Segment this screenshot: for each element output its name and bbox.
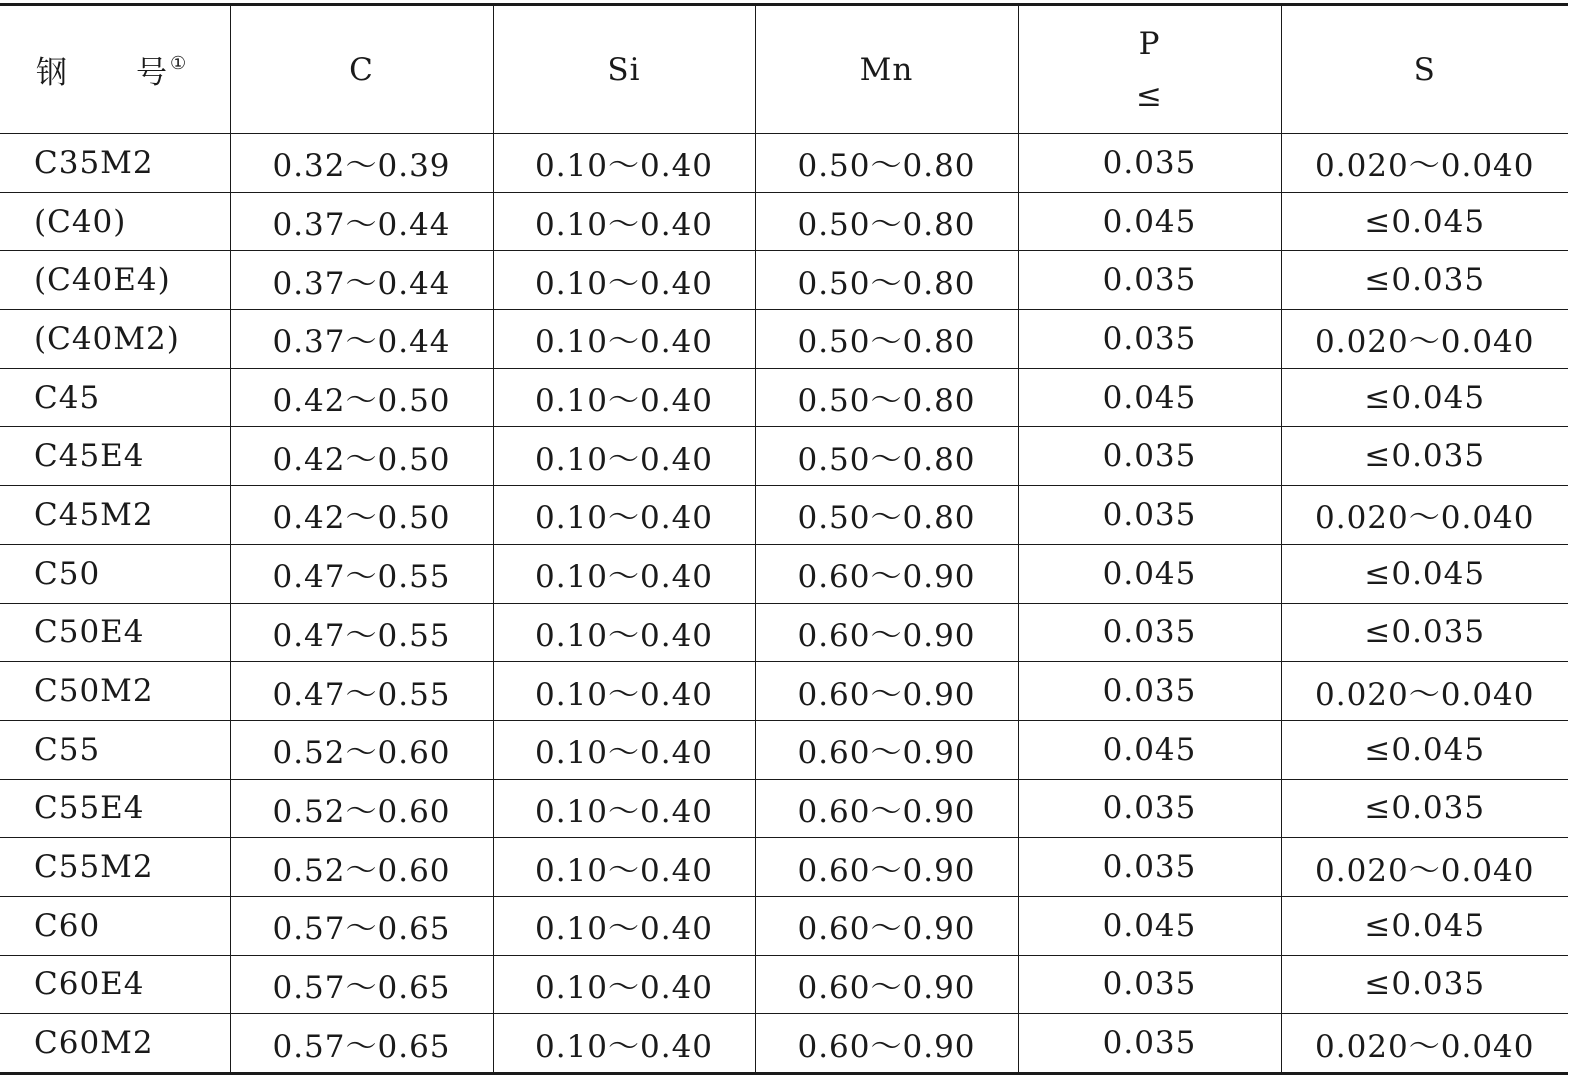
composition-table-container <box>0 3 1568 1075</box>
cell-grade: C45 <box>0 368 230 427</box>
cell-s: 0.020～0.040 <box>1281 662 1568 721</box>
cell-s: 0.020～0.040 <box>1281 838 1568 897</box>
table-row <box>0 544 1568 603</box>
cell-grade: C60M2 <box>0 1014 230 1074</box>
table-row <box>0 251 1568 310</box>
cell-s: ≤0.045 <box>1281 896 1568 955</box>
header-row <box>0 5 1568 134</box>
cell-p: 0.035 <box>1018 955 1281 1014</box>
cell-p: 0.045 <box>1018 720 1281 779</box>
cell-c: 0.42～0.50 <box>230 368 493 427</box>
cell-grade: C55E4 <box>0 779 230 838</box>
cell-p: 0.035 <box>1018 662 1281 721</box>
cell-c: 0.42～0.50 <box>230 427 493 486</box>
header-p-label: P <box>1138 25 1161 62</box>
cell-si: 0.10～0.40 <box>493 896 755 955</box>
cell-c: 0.32～0.39 <box>230 134 493 193</box>
cell-mn: 0.50～0.80 <box>755 251 1018 310</box>
cell-s: 0.020～0.040 <box>1281 1014 1568 1074</box>
table-row <box>0 779 1568 838</box>
header-c: C <box>230 5 493 134</box>
cell-s: 0.020～0.040 <box>1281 486 1568 545</box>
cell-c: 0.52～0.60 <box>230 779 493 838</box>
cell-c: 0.52～0.60 <box>230 720 493 779</box>
cell-p: 0.035 <box>1018 486 1281 545</box>
table-row <box>0 427 1568 486</box>
cell-p: 0.035 <box>1018 310 1281 369</box>
cell-mn: 0.50～0.80 <box>755 368 1018 427</box>
cell-mn: 0.60～0.90 <box>755 838 1018 897</box>
cell-si: 0.10～0.40 <box>493 486 755 545</box>
table-row <box>0 368 1568 427</box>
cell-p: 0.035 <box>1018 427 1281 486</box>
cell-si: 0.10～0.40 <box>493 134 755 193</box>
cell-s: ≤0.045 <box>1281 192 1568 251</box>
header-grade-footnote: ① <box>170 53 188 74</box>
cell-si: 0.10～0.40 <box>493 1014 755 1074</box>
cell-mn: 0.60～0.90 <box>755 896 1018 955</box>
cell-p: 0.035 <box>1018 779 1281 838</box>
cell-p: 0.045 <box>1018 192 1281 251</box>
table-row <box>0 310 1568 369</box>
table-row <box>0 896 1568 955</box>
cell-p: 0.045 <box>1018 896 1281 955</box>
cell-p: 0.035 <box>1018 838 1281 897</box>
header-si: Si <box>493 5 755 134</box>
cell-si: 0.10～0.40 <box>493 427 755 486</box>
cell-s: ≤0.035 <box>1281 603 1568 662</box>
header-steel-grade <box>0 5 230 134</box>
cell-mn: 0.60～0.90 <box>755 1014 1018 1074</box>
cell-si: 0.10～0.40 <box>493 779 755 838</box>
cell-s: ≤0.045 <box>1281 368 1568 427</box>
cell-c: 0.47～0.55 <box>230 662 493 721</box>
cell-si: 0.10～0.40 <box>493 251 755 310</box>
cell-s: ≤0.035 <box>1281 955 1568 1014</box>
table-row <box>0 955 1568 1014</box>
cell-mn: 0.60～0.90 <box>755 779 1018 838</box>
cell-grade: C35M2 <box>0 134 230 193</box>
cell-grade: C45M2 <box>0 486 230 545</box>
cell-c: 0.42～0.50 <box>230 486 493 545</box>
header-grade-char1: 钢 <box>36 55 68 91</box>
table-row <box>0 486 1568 545</box>
cell-grade: C60E4 <box>0 955 230 1014</box>
cell-mn: 0.60～0.90 <box>755 603 1018 662</box>
cell-p: 0.045 <box>1018 368 1281 427</box>
cell-s: ≤0.035 <box>1281 779 1568 838</box>
cell-s: 0.020～0.040 <box>1281 134 1568 193</box>
cell-c: 0.57～0.65 <box>230 1014 493 1074</box>
cell-grade: C60 <box>0 896 230 955</box>
cell-mn: 0.50～0.80 <box>755 427 1018 486</box>
cell-c: 0.37～0.44 <box>230 310 493 369</box>
cell-c: 0.52～0.60 <box>230 838 493 897</box>
cell-si: 0.10～0.40 <box>493 310 755 369</box>
cell-si: 0.10～0.40 <box>493 955 755 1014</box>
chemical-composition-table <box>0 3 1568 1075</box>
header-p <box>1018 5 1281 134</box>
table-row <box>0 838 1568 897</box>
cell-si: 0.10～0.40 <box>493 544 755 603</box>
cell-si: 0.10～0.40 <box>493 368 755 427</box>
cell-s: ≤0.045 <box>1281 720 1568 779</box>
cell-s: ≤0.035 <box>1281 251 1568 310</box>
cell-grade: C45E4 <box>0 427 230 486</box>
cell-grade: (C40M2) <box>0 310 230 369</box>
table-row <box>0 720 1568 779</box>
table-row <box>0 603 1568 662</box>
cell-si: 0.10～0.40 <box>493 662 755 721</box>
table-body <box>0 134 1568 1074</box>
cell-p: 0.035 <box>1018 251 1281 310</box>
cell-si: 0.10～0.40 <box>493 192 755 251</box>
cell-p: 0.045 <box>1018 544 1281 603</box>
table-row <box>0 1014 1568 1074</box>
cell-grade: C50E4 <box>0 603 230 662</box>
cell-mn: 0.60～0.90 <box>755 955 1018 1014</box>
table-row <box>0 662 1568 721</box>
cell-mn: 0.60～0.90 <box>755 662 1018 721</box>
cell-grade: (C40) <box>0 192 230 251</box>
cell-mn: 0.50～0.80 <box>755 310 1018 369</box>
cell-p: 0.035 <box>1018 1014 1281 1074</box>
cell-mn: 0.50～0.80 <box>755 486 1018 545</box>
cell-grade: C50M2 <box>0 662 230 721</box>
cell-s: ≤0.035 <box>1281 427 1568 486</box>
cell-c: 0.37～0.44 <box>230 192 493 251</box>
header-mn: Mn <box>755 5 1018 134</box>
cell-c: 0.37～0.44 <box>230 251 493 310</box>
table-row <box>0 192 1568 251</box>
cell-grade: C50 <box>0 544 230 603</box>
cell-grade: C55M2 <box>0 838 230 897</box>
cell-mn: 0.50～0.80 <box>755 134 1018 193</box>
cell-mn: 0.60～0.90 <box>755 544 1018 603</box>
cell-c: 0.47～0.55 <box>230 544 493 603</box>
cell-mn: 0.50～0.80 <box>755 192 1018 251</box>
header-p-limit: ≤ <box>1136 77 1163 114</box>
cell-grade: (C40E4) <box>0 251 230 310</box>
table-row <box>0 134 1568 193</box>
header-s: S <box>1281 5 1568 134</box>
cell-c: 0.57～0.65 <box>230 955 493 1014</box>
cell-p: 0.035 <box>1018 603 1281 662</box>
cell-s: 0.020～0.040 <box>1281 310 1568 369</box>
cell-p: 0.035 <box>1018 134 1281 193</box>
cell-c: 0.57～0.65 <box>230 896 493 955</box>
cell-mn: 0.60～0.90 <box>755 720 1018 779</box>
cell-grade: C55 <box>0 720 230 779</box>
cell-si: 0.10～0.40 <box>493 603 755 662</box>
cell-si: 0.10～0.40 <box>493 838 755 897</box>
cell-si: 0.10～0.40 <box>493 720 755 779</box>
header-grade-char2: 号 <box>136 55 168 91</box>
cell-s: ≤0.045 <box>1281 544 1568 603</box>
cell-c: 0.47～0.55 <box>230 603 493 662</box>
